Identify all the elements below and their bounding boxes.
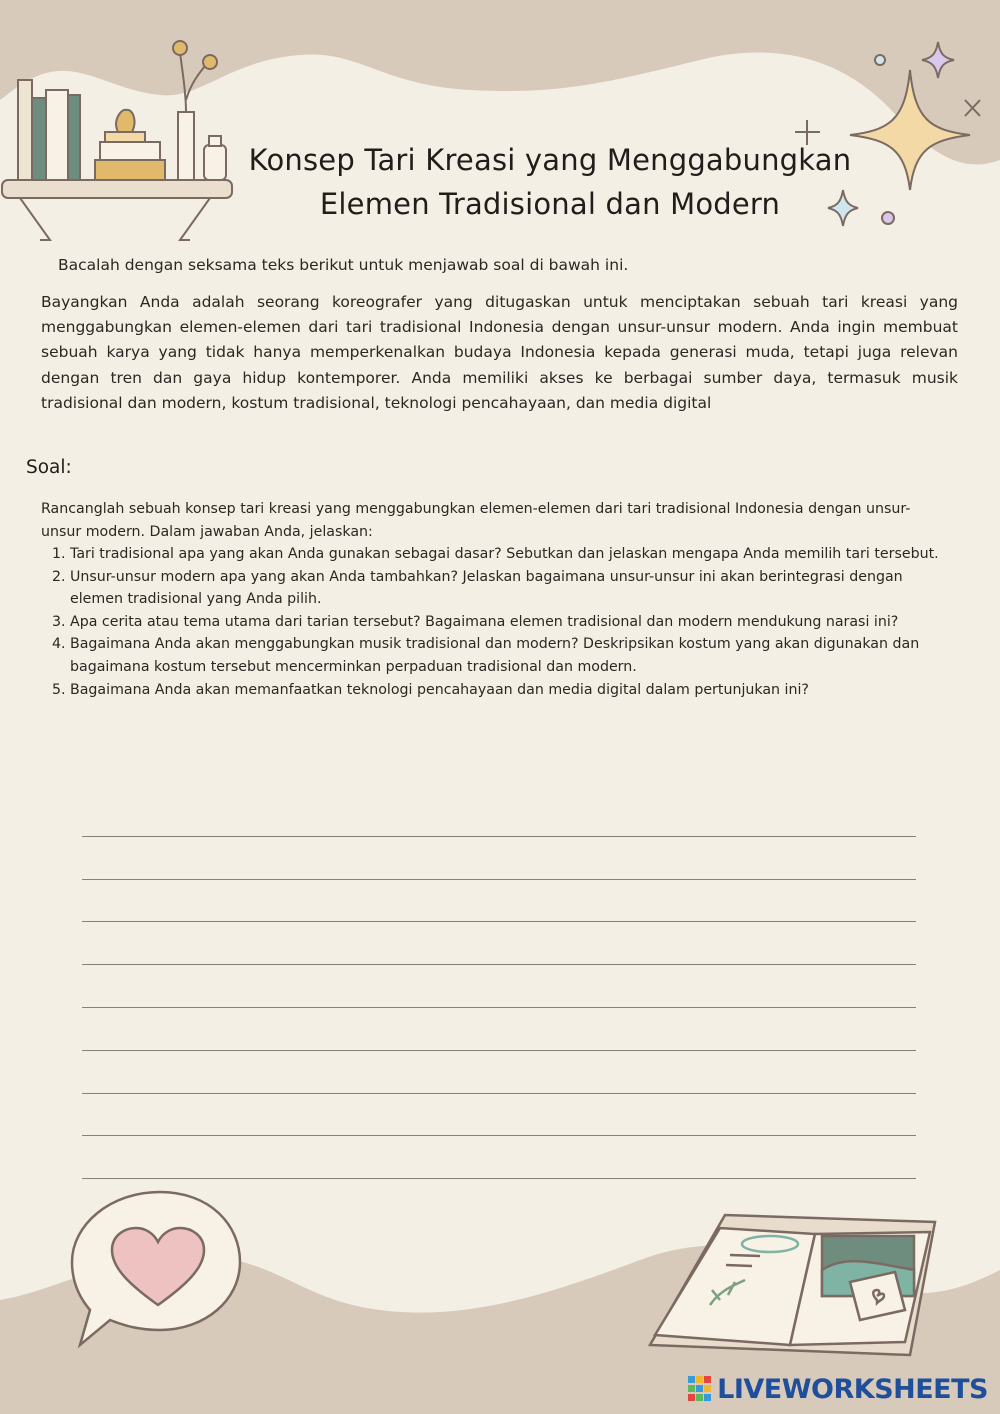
liveworksheets-logo[interactable]: [687, 1372, 988, 1406]
question-text: Apa cerita atau tema utama dari tarian tersebut? Bagaimana elemen tradisional dan modern mendukung narasi ini?: [70, 613, 899, 630]
question-number: 4.: [52, 636, 66, 653]
answer-line[interactable]: [82, 880, 916, 923]
answer-line[interactable]: [82, 965, 916, 1008]
question-item: [52, 679, 952, 702]
question-item: [52, 566, 952, 611]
page-title: [200, 138, 900, 226]
question-number: 5.: [52, 681, 66, 698]
question-item: [52, 543, 952, 566]
question-number: 1.: [52, 546, 66, 562]
instruction-text: Bacalah dengan seksama teks berikut untuk menjawab soal di bawah ini.: [58, 256, 629, 274]
soal-prompt: Rancanglah sebuah konsep tari kreasi yang menggabungkan elemen-elemen dari tari tradisional Indonesia dengan unsur-unsur modern. Dalam jawaban Anda, jelaskan:: [41, 501, 911, 540]
answer-area[interactable]: [82, 794, 916, 1179]
question-item: [52, 611, 952, 634]
question-text: Bagaimana Anda akan memanfaatkan teknologi pencahayaan dan media digital dalam pertunjukan ini?: [70, 681, 809, 698]
answer-line[interactable]: [82, 1008, 916, 1051]
title-line-1: Konsep Tari Kreasi yang Menggabungkan: [248, 143, 852, 177]
answer-line[interactable]: [82, 1094, 916, 1137]
answer-line[interactable]: [82, 1051, 916, 1094]
brand-name: LIVEWORKSHEETS: [717, 1373, 988, 1405]
scenario-paragraph: Bayangkan Anda adalah seorang koreografer yang ditugaskan untuk menciptakan sebuah tari kreasi yang menggabungkan elemen-elemen dari tari tradisional Indonesia dengan unsur-unsur modern. Anda ingin membuat sebuah karya yang tidak hanya memperkenalkan budaya Indonesia kepada generasi muda, tetapi juga relevan dengan tren dan gaya hidup kontemporer. Anda memiliki akses ke berbagai sumber daya, termasuk musik tradisional dan modern, kostum tradisional, teknologi pencahayaan, dan media digital: [41, 293, 958, 412]
question-text: Tari tradisional apa yang akan Anda gunakan sebagai dasar? Sebutkan dan jelaskan mengapa Anda memilih tari tersebut.: [70, 546, 939, 562]
title-line-2: Elemen Tradisional dan Modern: [319, 187, 781, 221]
liveworksheets-icon: [687, 1375, 713, 1403]
question-item: [52, 633, 952, 678]
answer-line[interactable]: [82, 1136, 916, 1179]
answer-line[interactable]: [82, 922, 916, 965]
answer-line[interactable]: [82, 794, 916, 837]
open-book-illustration: [650, 1215, 935, 1355]
question-text: Unsur-unsur modern apa yang akan Anda tambahkan? Jelaskan bagaimana unsur-unsur ini akan berintegrasi dengan elemen tradisional yang Anda pilih.: [70, 568, 903, 608]
question-number: 3.: [52, 613, 66, 630]
question-list: [52, 543, 952, 701]
question-number: 2.: [52, 568, 66, 585]
soal-heading: Soal:: [26, 457, 72, 478]
answer-line[interactable]: [82, 837, 916, 880]
question-text: Bagaimana Anda akan menggabungkan musik tradisional dan modern? Deskripsikan kostum yang akan digunakan dan bagaimana kostum tersebut mencerminkan perpaduan tradisional dan modern.: [70, 636, 920, 675]
